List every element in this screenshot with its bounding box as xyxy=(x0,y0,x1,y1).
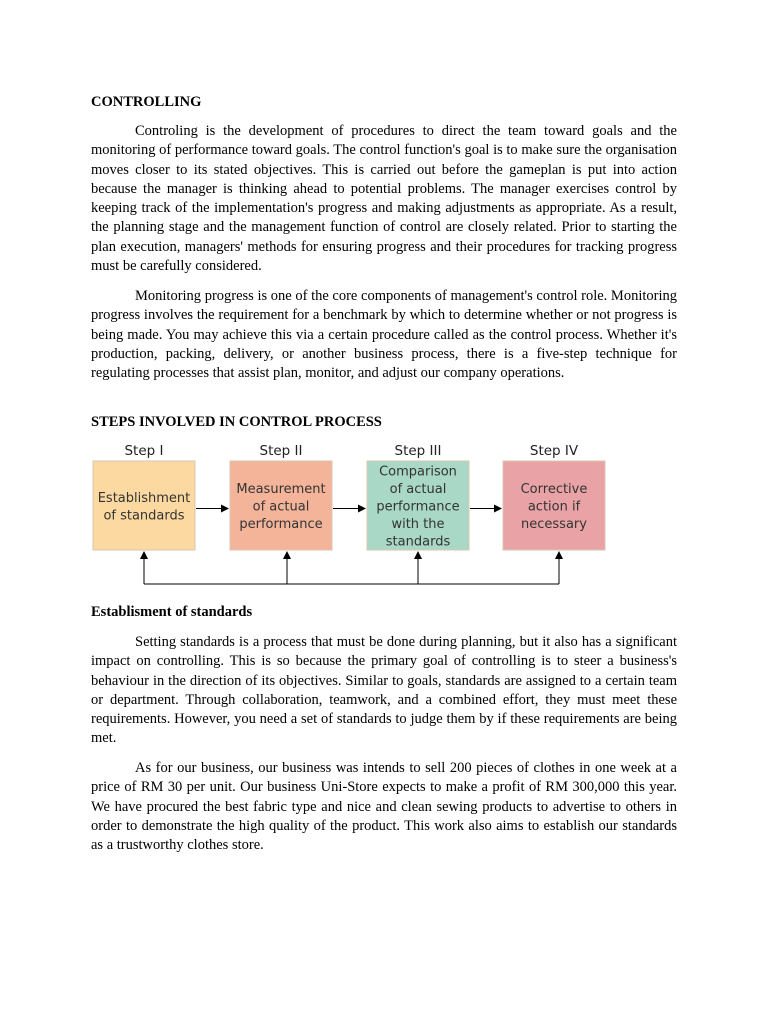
paragraph-setting-standards: Setting standards is a process that must be done during planning, but it also has a significant impact on controlling. This is so because the primary goal of controlling is to steer a business's behaviour in the direction of its objectives. Similar to goals, standards are assigned to a certain team or department. Through collaboration, teamwork, and a combined effort, they must meet these requirements. However, you need a set of standards to judge them by if these requirements are being met. xyxy=(91,634,677,747)
page-title: CONTROLLING xyxy=(91,94,202,110)
step-label-4: Step IV xyxy=(529,443,579,459)
step-label-1: Step I xyxy=(124,443,164,459)
control-process-diagram xyxy=(91,438,611,593)
step-box-3-text: performance xyxy=(376,499,460,515)
step-box-1-text: of standards xyxy=(103,508,185,524)
paragraph-monitoring-progress: Monitoring progress is one of the core components of management's control role. Monitoring progress involves the requirement for a benchmark by which to determine whether or not progress is being made. You may achieve this via a certain procedure called as the control process. Whether it's production, packing, delivery, or another business process, there is a five-step technique for regulating processes that assist plan, monitor, and adjust our company operations. xyxy=(91,288,677,382)
paragraph-controlling-intro: Controling is the development of procedures to direct the team toward goals and the monitoring of performance toward goals. The control function's goal is to make sure the organisation moves closer to its stated objectives. This is carried out before the gameplan is put into action because the manager is thinking ahead to potential problems. The manager exercises control by keeping track of the implementation's progress and making adjustments as appropriate. As a result, the planning stage and the management function of control are closely related. Prior to starting the plan execution, managers' methods for ensuring progress and their procedures for tracking progress must be carefully considered. xyxy=(91,123,677,275)
step-box-4-text: necessary xyxy=(521,517,587,532)
step-box-4-text: Corrective xyxy=(520,482,588,497)
step-box-4-text: action if xyxy=(527,499,581,515)
step-label-2: Step II xyxy=(259,443,303,459)
step-box-3-text: standards xyxy=(385,534,451,550)
step-box-3-text: Comparison xyxy=(379,464,457,480)
step-box-2-text: performance xyxy=(239,517,323,532)
step-box-2-text: of actual xyxy=(252,499,310,515)
step-box-2-text: Measurement xyxy=(236,482,326,497)
step-box-3-text: with the xyxy=(391,517,445,532)
step-box-1-text: Establishment xyxy=(97,490,191,506)
step-box-3-text: of actual xyxy=(389,482,447,497)
step-label-3: Step III xyxy=(394,443,442,459)
paragraph-business-standards: As for our business, our business was intends to sell 200 pieces of clothes in one week at a price of RM 30 per unit. Our business Uni-Store expects to make a profit of RM 300,000 this year. We have procured the best fabric type and nice and clean sewing products to advertise to others in order to demonstrate the high quality of the product. This work also aims to establish our standards as a trustworthy clothes store. xyxy=(91,760,677,854)
section-heading-establishment: Establisment of standards xyxy=(91,604,253,620)
steps-heading: STEPS INVOLVED IN CONTROL PROCESS xyxy=(91,414,382,430)
